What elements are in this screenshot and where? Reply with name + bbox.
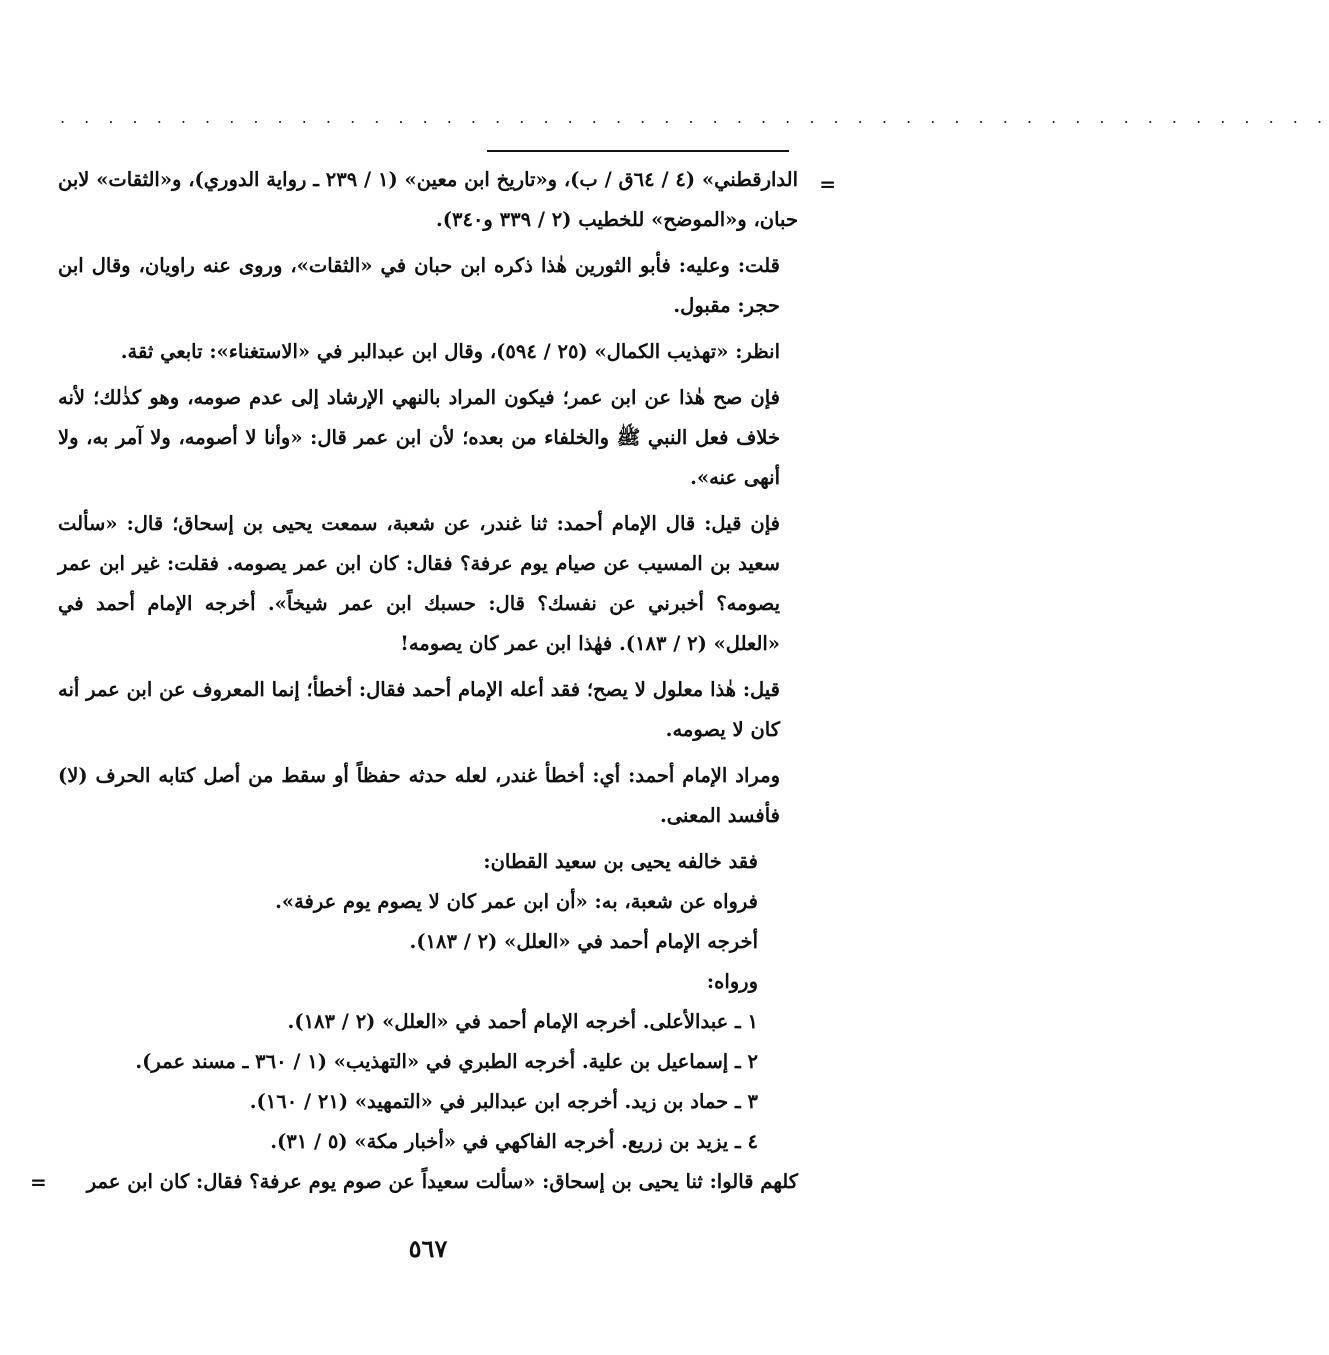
page-number: ٥٦٧ [408,1234,448,1263]
sub-line: فرواه عن شعبة، به: «أن ابن عمر كان لا يصوم يوم عرفة». [275,890,758,913]
paragraph: فإن صح هٰذا عن ابن عمر؛ فيكون المراد بالنهي الإرشاد إلى عدم صومه، وهو كذٰلك؛ لأنه خلاف فعل النبي ﷺ والخلفاء من بعده؛ لأن ابن عمر قال: «وأنا لا أصومه، ولا آمر به، ولا أنهى عنه». [58,386,780,489]
footnote-rule [487,150,789,152]
sub-line: أخرجه الإمام أحمد في «العلل» (٢ / ١٨٣). [409,930,758,953]
continuation-mark-end: = [30,1170,47,1194]
continuation-mark-start: = [819,172,836,196]
paragraph: قلت: وعليه: فأبو الثورين هٰذا ذكره ابن حبان في «الثقات»، وروى عنه راويان، وقال ابن حجر: مقبول. [58,254,780,317]
paragraph: ومراد الإمام أحمد: أي: أخطأ غندر، لعله حدثه حفظاً أو سقط من أصل كتابه الحرف (لا) فأفسد المعنى. [58,764,780,827]
sub-line: ورواه: [706,970,758,993]
list-item: ١ ـ عبدالأعلى. أخرجه الإمام أحمد في «العلل» (٢ / ١٨٣). [287,1010,758,1033]
paragraph: الدارقطني» (٤ / ٦٤ق / ب)، و«تاريخ ابن معين» (١ / ٢٣٩ ـ رواية الدوري)، و«الثقات» لابن حبان، و«الموضح» للخطيب (٢ / ٣٣٩ و٣٤٠). [58,168,799,231]
list-item: ٤ ـ يزيد بن زريع. أخرجه الفاكهي في «أخبار مكة» (٥ / ٣١). [270,1130,758,1153]
paragraph: قيل: هٰذا معلول لا يصح؛ فقد أعله الإمام أحمد فقال: أخطأ؛ إنما المعروف عن ابن عمر أنه كان لا يصومه. [58,678,780,741]
paragraph: فإن قيل: قال الإمام أحمد: ثنا غندر، عن شعبة، سمعت يحيى بن إسحاق؛ قال: «سألت سعيد بن المسيب عن صيام يوم عرفة؟ فقال: كان ابن عمر يصومه. فقلت: غير ابن عمر يصومه؟ أخبرني عن نفسك؟ قال: حسبك ابن عمر شيخاً». أخرجه الإمام أحمد في «العلل» (٢ / ١٨٣). فهٰذا ابن عمر كان يصومه! [58,512,780,655]
sub-line: فقد خالفه يحيى بن سعيد القطان: [483,850,758,873]
paragraph: انظر: «تهذيب الكمال» (٢٥ / ٥٩٤)، وقال ابن عبدالبر في «الاستغناء»: تابعي ثقة. [120,340,780,363]
last-line: كلهم قالوا: ثنا يحيى بن إسحاق: «سألت سعيداً عن صوم يوم عرفة؟ فقال: كان ابن عمر [86,1170,798,1193]
footnote-text [58,160,798,1208]
list-item: ٣ ـ حماد بن زيد. أخرجه ابن عبدالبر في «التمهيد» (٢١ / ١٦٠). [249,1090,758,1113]
dotted-separator: . . . . . . . . . . . . . . . . . . . . . . . . . . . . . . . . . . . . . . . . . . . . . . . . . . . . . [60,108,1329,127]
list-item: ٢ ـ إسماعيل بن علية. أخرجه الطبري في «التهذيب» (١ / ٣٦٠ ـ مسند عمر). [135,1050,758,1073]
